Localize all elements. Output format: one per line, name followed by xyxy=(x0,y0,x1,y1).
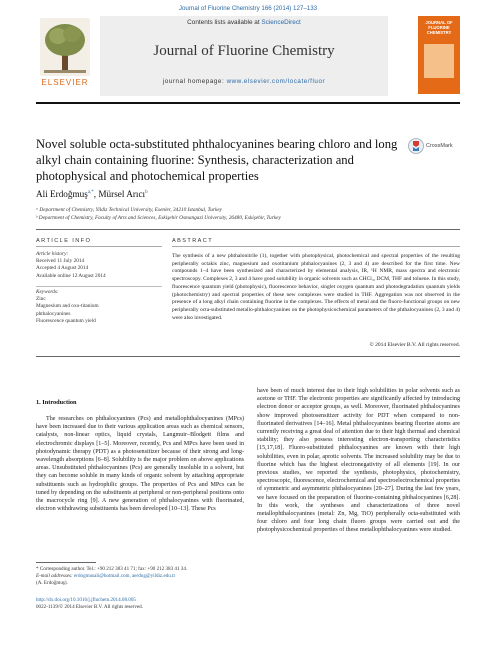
crossmark-label: CrossMark xyxy=(426,143,453,149)
journal-cover[interactable] xyxy=(418,16,460,94)
accepted-date: Accepted 4 August 2014 xyxy=(36,265,89,272)
cover-image xyxy=(424,44,454,78)
email-links[interactable]: erdogmusali@hotmail.com, aerdog@yildiz.edu.tr xyxy=(74,573,176,579)
keyword: Magnesium and oxo-titanium xyxy=(36,303,99,310)
received-date: Received 11 July 2014 xyxy=(36,258,85,265)
intro-paragraph-right: have been of much interest due to their high solubilities in polar solvents such as acetone or THF. The electronic properties are significantly affected by introducing electron donor or acceptor groups, as well. Moreover, fluorinated phthalocyanines show improved photosensitizer activity for PDT when compared to non-fluorinated derivatives [14–16]. Metal phthalocyanines bearing fluorine atoms are currently receiving a great deal of attention due to their high thermal and chemical stability; they also possess interesting electron-transporting characteristics [15,17,18]. Fluoro-substituted phthalocyanines are known with their high solubilities, even in polar, aprotic solvents. The increased solubility may be due to fluorine which has the highest electronegativity of all elements [19]. In our previous studies, we reported the synthesis, photophysics, photochemistry, spectroscopic, fluorescence, electrochemical and spectroelectrochemical properties of symmetric and asymmetric phthalocyanines [20–27]. During the last few years, we have focused on the preparation of fluorine-containing phthalocyanines [6,28]. In this work, the syntheses and characterizations of three novel metallophthalocyanines (metal: Zn, Mg, TiO) peripherally octa-substituted with four chloro and four long chain fluoro groups were carried out and the photophysicochemical properties of these metallophthalocyanines were studied. xyxy=(257,388,460,534)
author-affiliation-mark[interactable]: a,* xyxy=(87,189,94,195)
divider xyxy=(172,246,460,247)
homepage-link[interactable]: www.elsevier.com/locate/fluor xyxy=(226,78,326,85)
crossmark-badge[interactable] xyxy=(408,137,468,157)
divider xyxy=(36,229,460,230)
divider xyxy=(36,286,162,287)
affiliation-a: ᵃ Department of Chemistry, Yildiz Technical University, Esenler, 34210 Istanbul, Turkey xyxy=(36,207,223,213)
author-name[interactable]: Mürsel Arıcı xyxy=(98,189,146,199)
footnote-divider xyxy=(36,562,96,563)
author-name[interactable]: Ali Erdoğmuş xyxy=(36,189,88,199)
divider xyxy=(36,356,460,357)
email-label: E-mail addresses: xyxy=(36,573,75,579)
abstract-body: The synthesis of a new phthalonitrile (1), together with photophysical, photochemical and spectral properties of the resulting peripherally octakis zinc, magnesium and oxotitanium phthalocyanines (2, 3 and 4) are described for the first time. New compounds 1–4 have been synthesized and characterized by elemental analysis, IR, ¹H NMR, mass spectra and electronic spectroscopy. Complexes 2, 3 and 4 have good solubility in organic solvents such as CHCl₃, DCM, THF and toluene. In this study, fluorescence quantum yield (photophysic), fluorescence behavior, singlet oxygen quantum and photodegradation quantum yields (photochemistry) and spectral properties of these new complexes were studied in THF. Aggregation was not observed in the presence of a long alkyl chain containing fluorine in the complexes. The effects of metal and the fluoro-functional groups on new peripherally octa-substituted metallo-phthalocyanines on the photophysicochemical parameters of the phthalocyanines (2, 3 and 4) were also investigated. xyxy=(172,253,460,321)
elsevier-tree-icon xyxy=(40,18,90,76)
crossmark-icon xyxy=(408,138,424,154)
homepage-line xyxy=(100,78,388,85)
corresponding-author-note: * Corresponding author. Tel.: +90 212 383 41 71; fax: +90 212 383 41 34. xyxy=(36,566,188,572)
intro-paragraph-left: The researches on phthalocyanines (Pcs) and metallophthalocyanines (MPcs) have been increased due to their various application areas such as chemical sensors, catalysts, non-linear optics, liquid crystals, Langmuir–Blodgett films and electrochromic displays [1–5]. Moreover, recently, Pcs and MPcs have been used in photodynamic therapy (PDT) as a photosensitizer because of their strong and long-wavelength absorptions [6–8]. Solubility is the major problem on above applications areas. Unsubstituted phthalocyanines (Pcs) are generally insoluble in a solvent, but they can become soluble in many kinds of organic solvent by attaching appropriate substituents such as hydrophilic groups. The properties of Pcs and MPcs can be tuned by depending on the substituents at peripheral or non-peripheral positions onto the macrocycle ring [9]. A new generation of phthalocyanines with fluorinated, electron withdrawing substituents has been developed [10–13]. These Pcs xyxy=(36,416,244,513)
elsevier-logo xyxy=(36,18,94,90)
keyword: Zinc xyxy=(36,296,46,303)
history-label: Article history: xyxy=(36,251,69,257)
journal-title: Journal of Fluorine Chemistry xyxy=(153,43,335,59)
journal-reference[interactable]: Journal of Fluorine Chemistry 166 (2014) 127–133 xyxy=(178,5,318,12)
email-owner: (A. Erdoğmuş). xyxy=(36,580,68,586)
issn-line: 0022-1139/© 2014 Elsevier B.V. All rights reserved. xyxy=(36,604,144,610)
publisher-name: ELSEVIER xyxy=(41,78,89,87)
journal-masthead xyxy=(36,16,460,100)
affiliation-b: ᵇ Department of Chemistry, Faculty of Arts and Sciences, Eskişehir Osmangazi University, 26480, Eskişehir, Turkey xyxy=(36,214,281,221)
section-heading: 1. Introduction xyxy=(36,399,77,406)
contents-prefix: Contents lists available at xyxy=(187,19,262,26)
journal-banner xyxy=(100,16,388,96)
keyword: phthalocyanines xyxy=(36,310,71,317)
article-info-heading: ARTICLE INFO xyxy=(36,238,92,244)
email-line xyxy=(36,573,246,580)
keywords xyxy=(36,289,162,325)
article-title: Novel soluble octa-substituted phthalocyanines bearing chloro and long alkyl chain containing fluorine: Synthesis, characterization and photophysical and photochemical properties xyxy=(36,137,398,183)
copyright-notice: © 2014 Elsevier B.V. All rights reserved. xyxy=(369,342,460,348)
author-affiliation-mark[interactable]: b xyxy=(145,189,148,195)
keywords-label: Keywords: xyxy=(36,289,59,295)
sciencedirect-link[interactable]: ScienceDirect xyxy=(261,19,301,26)
doi-link[interactable]: http://dx.doi.org/10.1016/j.jfluchem.2014.08.005 xyxy=(36,597,136,603)
article-history xyxy=(36,251,162,280)
affiliations xyxy=(36,207,456,222)
abstract-heading: ABSTRACT xyxy=(172,238,214,244)
divider xyxy=(36,246,162,247)
doi-block xyxy=(36,597,246,611)
contents-line xyxy=(100,19,388,26)
author-separator: , xyxy=(93,189,99,199)
keyword: Fluorescence quantum yield xyxy=(36,317,96,324)
cover-title: JOURNAL OF FLUORINE CHEMISTRY xyxy=(425,20,453,35)
homepage-prefix: journal homepage: xyxy=(162,78,227,85)
footnotes xyxy=(36,566,246,587)
masthead-divider xyxy=(36,102,460,104)
author-list xyxy=(36,189,148,199)
available-date: Available online 12 August 2014 xyxy=(36,272,106,279)
